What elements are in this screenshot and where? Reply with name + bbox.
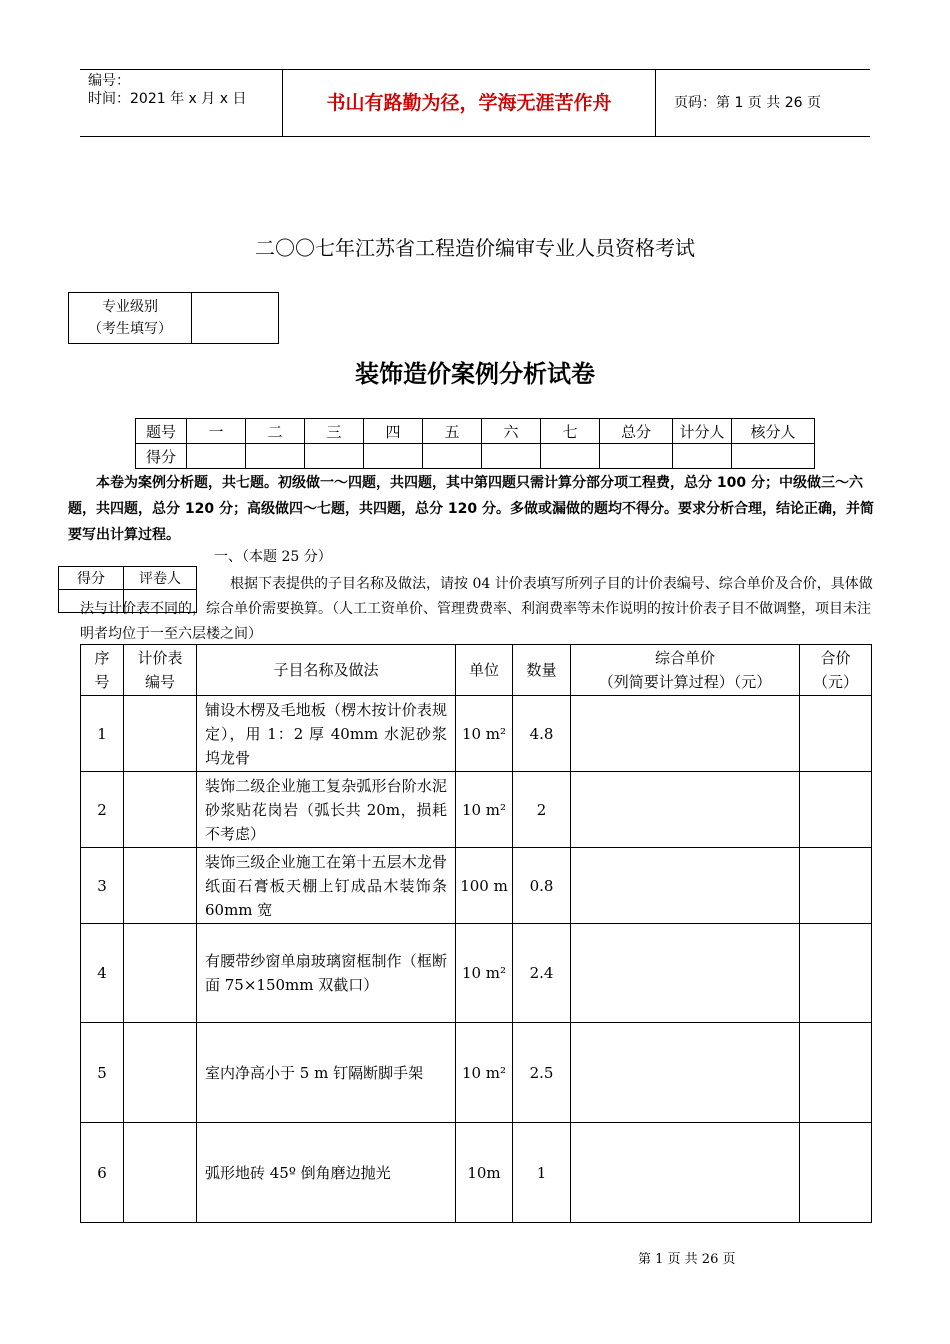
header-total: 合价 （元） bbox=[800, 645, 872, 696]
page-header bbox=[80, 69, 870, 137]
score-input-cell[interactable] bbox=[541, 444, 600, 469]
row-code-input[interactable] bbox=[124, 696, 197, 772]
score-header-cell: 总分 bbox=[600, 419, 673, 444]
row-name: 室内净高小于 5 m 钉隔断脚手架 bbox=[197, 1023, 456, 1123]
score-header-cell: 二 bbox=[246, 419, 305, 444]
score-input-cell[interactable] bbox=[423, 444, 482, 469]
score-input-cell[interactable] bbox=[305, 444, 364, 469]
row-total-input[interactable] bbox=[800, 924, 872, 1023]
row-qty: 1 bbox=[513, 1123, 571, 1223]
score-input-cell[interactable] bbox=[246, 444, 305, 469]
row-qty: 0.8 bbox=[513, 848, 571, 924]
row-name: 铺设木楞及毛地板（楞木按计价表规定），用 1：2 厚 40mm 水泥砂浆坞龙骨 bbox=[197, 696, 456, 772]
instructions-text: 本卷为案例分析题，共七题。初级做一～四题，共四题，其中第四题只需计算分部分项工程费，总分 100 分；中级做三～六题，共四题，总分 120 分；高级做四～七题，共四题，总分 120 分。多做或漏做的题均不得分。要求分析合理，结论正确，并简要写出计算过程。 bbox=[68, 475, 874, 543]
row-code-input[interactable] bbox=[124, 924, 197, 1023]
row-code-input[interactable] bbox=[124, 848, 197, 924]
time-label: 时间：2021 年 x 月 x 日 bbox=[88, 91, 247, 107]
score-input-cell[interactable] bbox=[187, 444, 246, 469]
row-unit: 10 m² bbox=[456, 924, 513, 1023]
header-page-info bbox=[664, 70, 870, 136]
exam-title: 二〇〇七年江苏省工程造价编审专业人员资格考试 bbox=[255, 236, 695, 260]
page-info-text: 页码：第 1 页 共 26 页 bbox=[674, 95, 821, 111]
header-unit: 单位 bbox=[456, 645, 513, 696]
question1-text bbox=[80, 572, 884, 647]
header-price: 综合单价 （列简要计算过程）（元） bbox=[571, 645, 800, 696]
score-header-row bbox=[136, 419, 815, 444]
page-footer: 第 1 页 共 26 页 bbox=[638, 1252, 736, 1267]
row-unit: 100 m bbox=[456, 848, 513, 924]
score-header-cell: 一 bbox=[187, 419, 246, 444]
table-row bbox=[81, 696, 872, 772]
category-input[interactable] bbox=[192, 293, 279, 344]
paper-title: 装饰造价案例分析试卷 bbox=[355, 360, 595, 388]
row-seq: 6 bbox=[81, 1123, 124, 1223]
score-input-cell[interactable] bbox=[482, 444, 541, 469]
row-code-input[interactable] bbox=[124, 1123, 197, 1223]
score-input-cell[interactable] bbox=[364, 444, 423, 469]
header-qty: 数量 bbox=[513, 645, 571, 696]
row-seq: 1 bbox=[81, 696, 124, 772]
score-input-cell[interactable] bbox=[732, 444, 815, 469]
row-seq: 4 bbox=[81, 924, 124, 1023]
row-total-input[interactable] bbox=[800, 848, 872, 924]
table-row bbox=[81, 1123, 872, 1223]
header-motto: 书山有路勤为径，学海无涯苦作舟 bbox=[282, 70, 656, 136]
row-code-input[interactable] bbox=[124, 1023, 197, 1123]
row-qty: 2 bbox=[513, 772, 571, 848]
grader-score-label: 得分 bbox=[59, 567, 124, 590]
score-header-cell: 计分人 bbox=[673, 419, 732, 444]
row-unit: 10 m² bbox=[456, 772, 513, 848]
score-header-cell: 核分人 bbox=[732, 419, 815, 444]
row-price-input[interactable] bbox=[571, 696, 800, 772]
row-unit: 10m bbox=[456, 1123, 513, 1223]
category-box bbox=[68, 292, 279, 344]
score-input-cell[interactable] bbox=[673, 444, 732, 469]
instructions bbox=[68, 470, 884, 548]
row-price-input[interactable] bbox=[571, 848, 800, 924]
score-row-label: 得分 bbox=[136, 444, 187, 469]
main-table-header bbox=[81, 645, 872, 696]
row-name: 装饰三级企业施工在第十五层木龙骨纸面石膏板天棚上钉成品木装饰条 60mm 宽 bbox=[197, 848, 456, 924]
category-label bbox=[69, 293, 192, 344]
score-header-cell: 五 bbox=[423, 419, 482, 444]
row-seq: 2 bbox=[81, 772, 124, 848]
table-row bbox=[81, 848, 872, 924]
row-name: 装饰二级企业施工复杂弧形台阶水泥砂浆贴花岗岩（弧长共 20m，损耗不考虑） bbox=[197, 772, 456, 848]
row-price-input[interactable] bbox=[571, 924, 800, 1023]
row-name: 弧形地砖 45º 倒角磨边抛光 bbox=[197, 1123, 456, 1223]
table-row bbox=[81, 924, 872, 1023]
score-table bbox=[135, 418, 815, 469]
score-header-cell: 题号 bbox=[136, 419, 187, 444]
header-meta bbox=[80, 70, 282, 136]
header-name: 子目名称及做法 bbox=[197, 645, 456, 696]
row-total-input[interactable] bbox=[800, 772, 872, 848]
main-table bbox=[80, 644, 872, 1223]
score-header-cell: 三 bbox=[305, 419, 364, 444]
row-name: 有腰带纱窗单扇玻璃窗框制作（框断面 75×150mm 双截口） bbox=[197, 924, 456, 1023]
header-code: 计价表 编号 bbox=[124, 645, 197, 696]
row-qty: 2.5 bbox=[513, 1023, 571, 1123]
row-seq: 3 bbox=[81, 848, 124, 924]
score-header-cell: 六 bbox=[482, 419, 541, 444]
row-qty: 2.4 bbox=[513, 924, 571, 1023]
row-unit: 10 m² bbox=[456, 1023, 513, 1123]
row-unit: 10 m² bbox=[456, 696, 513, 772]
score-input-cell[interactable] bbox=[600, 444, 673, 469]
score-header-cell: 七 bbox=[541, 419, 600, 444]
row-code-input[interactable] bbox=[124, 772, 197, 848]
row-qty: 4.8 bbox=[513, 696, 571, 772]
category-label-line1: 专业级别 bbox=[102, 299, 158, 315]
score-header-cell: 四 bbox=[364, 419, 423, 444]
row-price-input[interactable] bbox=[571, 772, 800, 848]
row-total-input[interactable] bbox=[800, 696, 872, 772]
table-row bbox=[81, 1023, 872, 1123]
grader-reviewer-label: 评卷人 bbox=[124, 567, 197, 590]
row-total-input[interactable] bbox=[800, 1023, 872, 1123]
question1-title: 一、（本题 25 分） bbox=[214, 549, 332, 565]
header-seq: 序 号 bbox=[81, 645, 124, 696]
number-label: 编号： bbox=[88, 73, 130, 89]
row-seq: 5 bbox=[81, 1023, 124, 1123]
row-total-input[interactable] bbox=[800, 1123, 872, 1223]
score-value-row bbox=[136, 444, 815, 469]
table-row bbox=[81, 772, 872, 848]
category-label-line2: （考生填写） bbox=[88, 321, 172, 337]
row-price-input[interactable] bbox=[571, 1123, 800, 1223]
row-price-input[interactable] bbox=[571, 1023, 800, 1123]
question1-body: 根据下表提供的子目名称及做法，请按 04 计价表填写所列子目的计价表编号、综合单价及合价，具体做法与计价表不同的，综合单价需要换算。（人工工资单价、管理费费率、利润费率等未作说明的按计价表子目不做调整，项目未注明者均位于一至六层楼之间） bbox=[80, 576, 873, 642]
